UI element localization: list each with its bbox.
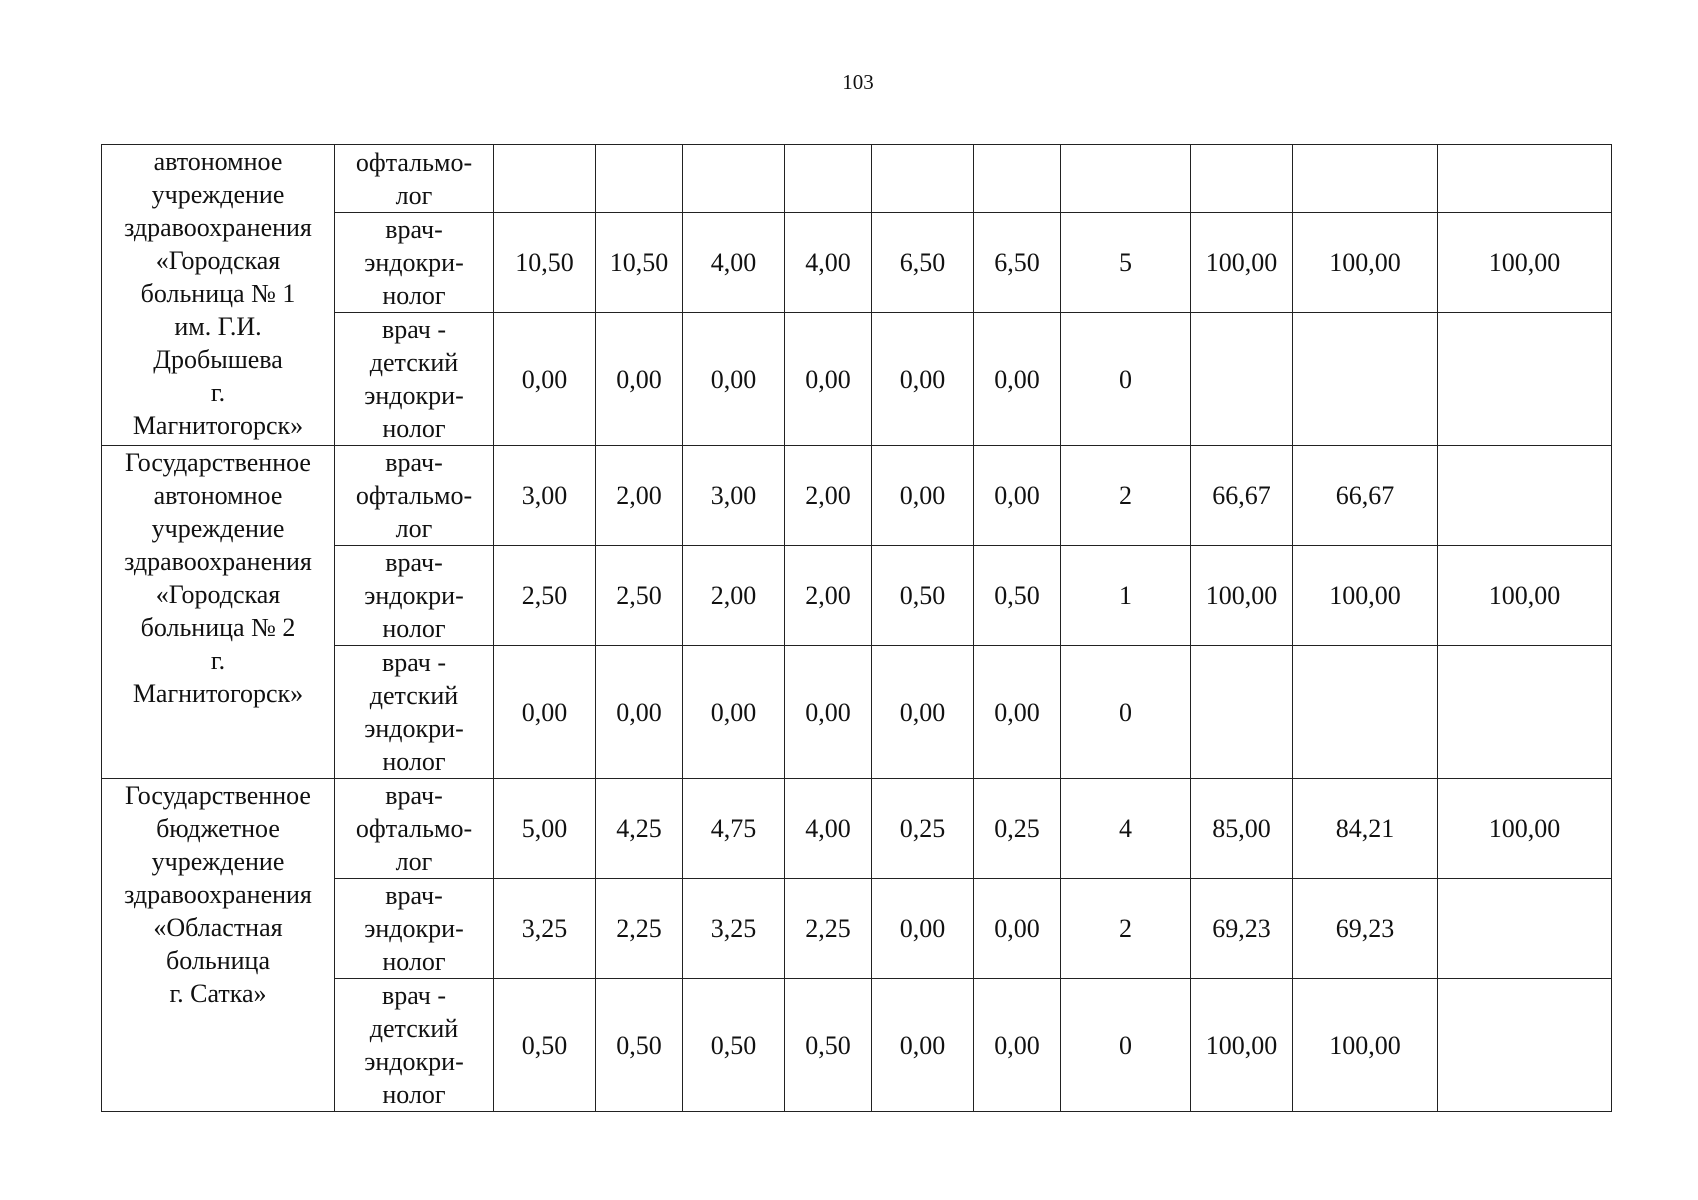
specialty-cell	[335, 979, 494, 1112]
value-cell: 2,00	[785, 546, 872, 646]
value-cell	[494, 145, 596, 213]
organization-name-text: Государственное бюджетное учреждение здравоохранения «Областная больница г. Сатка»	[124, 781, 312, 1008]
value-cell: 0,00	[974, 646, 1061, 779]
value-cell: 2,25	[785, 879, 872, 979]
value-cell	[1438, 879, 1612, 979]
value-cell: 0,00	[872, 879, 974, 979]
value-cell: 0,00	[494, 646, 596, 779]
value-cell: 0,00	[974, 446, 1061, 546]
value-cell: 0	[1061, 313, 1191, 446]
value-cell: 0,25	[974, 779, 1061, 879]
value-cell: 2,50	[596, 546, 683, 646]
specialty-cell	[335, 779, 494, 879]
organization-name-text: автономное учреждение здравоохранения «Городская больница № 1 им. Г.И. Дробышева г. Магнитогорск»	[124, 147, 312, 440]
value-cell: 0,00	[596, 646, 683, 779]
specialty-cell	[335, 213, 494, 313]
specialty-text: офтальмо- лог	[355, 147, 473, 210]
value-cell	[1191, 313, 1293, 446]
value-cell	[1293, 145, 1438, 213]
specialty-cell	[335, 646, 494, 779]
value-cell: 4,25	[596, 779, 683, 879]
value-cell: 100,00	[1191, 546, 1293, 646]
organization-name	[102, 779, 335, 1112]
value-cell: 0,50	[494, 979, 596, 1112]
value-cell: 1	[1061, 546, 1191, 646]
table-row	[102, 145, 1612, 213]
specialty-text: врач- эндокри- нолог	[364, 548, 464, 643]
value-cell: 3,00	[494, 446, 596, 546]
specialty-cell	[335, 313, 494, 446]
table-row	[102, 446, 1612, 546]
value-cell: 0,00	[872, 313, 974, 446]
value-cell: 85,00	[1191, 779, 1293, 879]
value-cell: 0,50	[785, 979, 872, 1112]
value-cell: 0	[1061, 979, 1191, 1112]
value-cell: 0,00	[974, 313, 1061, 446]
value-cell: 5	[1061, 213, 1191, 313]
value-cell: 3,25	[494, 879, 596, 979]
value-cell: 100,00	[1191, 213, 1293, 313]
value-cell	[1438, 313, 1612, 446]
value-cell: 0	[1061, 646, 1191, 779]
value-cell: 100,00	[1438, 546, 1612, 646]
value-cell: 6,50	[872, 213, 974, 313]
value-cell: 84,21	[1293, 779, 1438, 879]
specialty-cell	[335, 879, 494, 979]
value-cell: 100,00	[1438, 779, 1612, 879]
value-cell: 0,00	[872, 979, 974, 1112]
value-cell	[1191, 145, 1293, 213]
value-cell	[1191, 646, 1293, 779]
value-cell: 100,00	[1293, 979, 1438, 1112]
value-cell: 0,00	[785, 646, 872, 779]
value-cell: 2,25	[596, 879, 683, 979]
value-cell: 0,00	[596, 313, 683, 446]
value-cell: 100,00	[1191, 979, 1293, 1112]
value-cell: 2,50	[494, 546, 596, 646]
value-cell	[1293, 313, 1438, 446]
value-cell: 0,00	[785, 313, 872, 446]
staffing-table	[101, 144, 1612, 1112]
table-body	[102, 145, 1612, 1112]
value-cell	[1293, 646, 1438, 779]
value-cell: 0,00	[494, 313, 596, 446]
value-cell	[785, 145, 872, 213]
value-cell: 66,67	[1191, 446, 1293, 546]
specialty-text: врач- эндокри- нолог	[364, 215, 464, 310]
table-row	[102, 779, 1612, 879]
specialty-cell	[335, 446, 494, 546]
value-cell	[872, 145, 974, 213]
value-cell: 0,00	[974, 879, 1061, 979]
organization-name	[102, 145, 335, 446]
specialty-text: врач - детский эндокри- нолог	[364, 981, 464, 1109]
value-cell: 4,75	[683, 779, 785, 879]
value-cell	[1438, 145, 1612, 213]
value-cell: 0,00	[683, 646, 785, 779]
value-cell	[974, 145, 1061, 213]
specialty-cell	[335, 546, 494, 646]
specialty-text: врач - детский эндокри- нолог	[364, 648, 464, 776]
specialty-cell	[335, 145, 494, 213]
value-cell: 66,67	[1293, 446, 1438, 546]
value-cell: 69,23	[1293, 879, 1438, 979]
value-cell: 2	[1061, 879, 1191, 979]
value-cell: 100,00	[1293, 213, 1438, 313]
value-cell: 100,00	[1293, 546, 1438, 646]
specialty-text: врач- офтальмо- лог	[355, 781, 473, 876]
value-cell: 0,00	[683, 313, 785, 446]
organization-name	[102, 446, 335, 779]
value-cell: 10,50	[596, 213, 683, 313]
value-cell: 0,00	[974, 979, 1061, 1112]
value-cell	[1061, 145, 1191, 213]
value-cell: 0,00	[872, 646, 974, 779]
value-cell: 5,00	[494, 779, 596, 879]
value-cell	[683, 145, 785, 213]
value-cell: 0,50	[872, 546, 974, 646]
value-cell: 4,00	[785, 779, 872, 879]
value-cell: 10,50	[494, 213, 596, 313]
value-cell	[1438, 979, 1612, 1112]
value-cell: 69,23	[1191, 879, 1293, 979]
value-cell: 3,25	[683, 879, 785, 979]
value-cell: 6,50	[974, 213, 1061, 313]
specialty-text: врач - детский эндокри- нолог	[364, 315, 464, 443]
value-cell: 4,00	[785, 213, 872, 313]
value-cell	[596, 145, 683, 213]
value-cell: 100,00	[1438, 213, 1612, 313]
value-cell: 0,25	[872, 779, 974, 879]
specialty-text: врач- офтальмо- лог	[355, 448, 473, 543]
value-cell: 2,00	[785, 446, 872, 546]
value-cell: 2,00	[596, 446, 683, 546]
value-cell: 2	[1061, 446, 1191, 546]
value-cell: 0,00	[872, 446, 974, 546]
page-number: 103	[842, 70, 874, 94]
value-cell: 2,00	[683, 546, 785, 646]
value-cell: 0,50	[974, 546, 1061, 646]
value-cell	[1438, 646, 1612, 779]
organization-name-text: Государственное автономное учреждение здравоохранения «Городская больница № 2 г. Магнитогорск»	[124, 448, 312, 708]
value-cell: 0,50	[683, 979, 785, 1112]
value-cell: 3,00	[683, 446, 785, 546]
value-cell	[1438, 446, 1612, 546]
value-cell: 4	[1061, 779, 1191, 879]
specialty-text: врач- эндокри- нолог	[364, 881, 464, 976]
value-cell: 4,00	[683, 213, 785, 313]
value-cell: 0,50	[596, 979, 683, 1112]
